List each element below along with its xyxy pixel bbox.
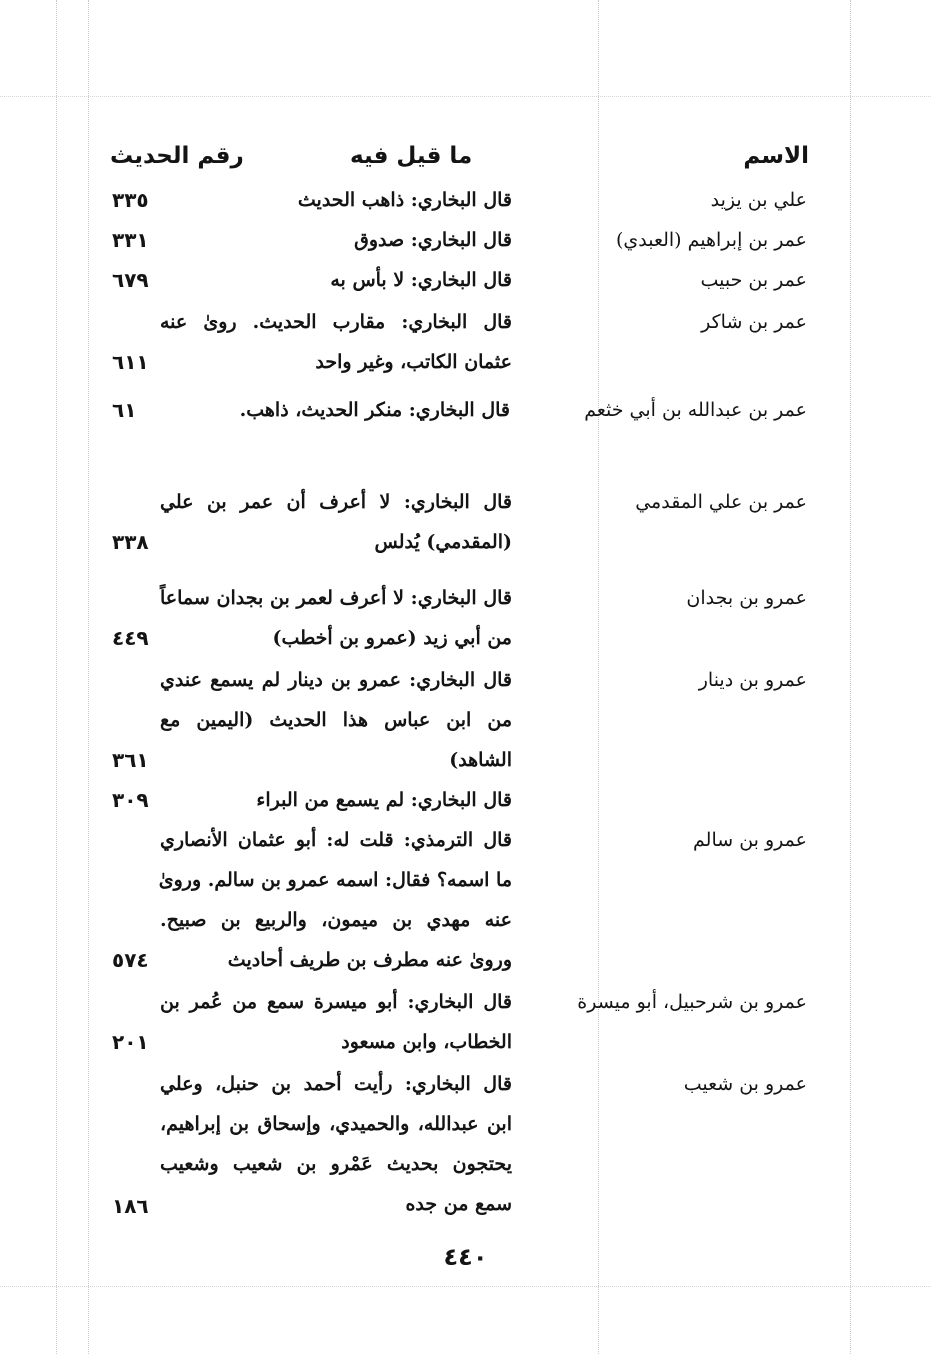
assessment-line: الشاهد) bbox=[449, 749, 512, 771]
assessment-line: قال البخاري: أبو ميسرة سمع من عُمر بن bbox=[160, 991, 512, 1013]
hadith-number: ٦١١ bbox=[112, 350, 149, 374]
assessment-line: قال البخاري: عمرو بن دينار لم يسمع عندي bbox=[160, 669, 512, 691]
hadith-number: ٤٤٩ bbox=[112, 626, 149, 650]
guide-line bbox=[850, 0, 851, 1354]
narrator-name: عمرو بن سالم bbox=[693, 829, 807, 851]
assessment-line: قال البخاري: منكر الحديث، ذاهب. bbox=[239, 399, 510, 421]
assessment-line: قال الترمذي: قلت له: أبو عثمان الأنصاري bbox=[160, 829, 512, 851]
assessment-line: ابن عبدالله، والحميدي، وإسحاق بن إبراهيم، bbox=[160, 1113, 512, 1135]
narrator-assessment bbox=[160, 302, 512, 382]
narrator-name: عمرو بن شرحبيل، أبو ميسرة bbox=[577, 991, 807, 1013]
narrator-name: عمر بن إبراهيم (العبدي) bbox=[615, 229, 807, 251]
narrator-name: عمرو بن شعيب bbox=[683, 1073, 807, 1095]
assessment-line: قال البخاري: لا أعرف لعمر بن بجدان سماعاً bbox=[160, 587, 512, 609]
hadith-number: ٣٣١ bbox=[112, 228, 149, 252]
assessment-line: من أبي زيد (عمرو بن أخطب) bbox=[272, 627, 512, 649]
narrator-assessment bbox=[160, 482, 512, 562]
assessment-line: ما اسمه؟ فقال: اسمه عمرو بن سالم. وروىٰ bbox=[158, 869, 512, 891]
guide-line bbox=[88, 0, 89, 1354]
narrator-name: عمر بن شاكر bbox=[701, 311, 807, 333]
narrator-assessment bbox=[160, 660, 512, 780]
guide-line bbox=[0, 1286, 931, 1287]
narrator-assessment bbox=[160, 982, 512, 1062]
hadith-number: ٦١ bbox=[112, 398, 137, 422]
hadith-number: ٣٦١ bbox=[112, 748, 149, 772]
assessment-line: قال البخاري: لا أعرف أن عمر بن علي bbox=[160, 491, 512, 513]
assessment-line: قال البخاري: لا بأس به bbox=[330, 269, 512, 291]
assessment-line: سمع من جده bbox=[405, 1193, 512, 1215]
assessment-line: (المقدمي) يُدلس bbox=[374, 531, 512, 553]
narrator-assessment bbox=[160, 260, 512, 300]
assessment-line: قال البخاري: صدوق bbox=[354, 229, 512, 251]
hadith-number: ٣٠٩ bbox=[112, 788, 149, 812]
guide-line bbox=[56, 0, 57, 1354]
narrator-name: عمر بن حبيب bbox=[700, 269, 807, 291]
assessment-line: قال البخاري: لم يسمع من البراء bbox=[256, 789, 512, 811]
hadith-number: ٦٧٩ bbox=[112, 268, 149, 292]
narrator-name: عمر بن عبدالله بن أبي خثعم bbox=[584, 399, 807, 421]
narrator-assessment bbox=[160, 220, 512, 260]
column-header-number: رقم الحديث bbox=[110, 143, 244, 169]
column-header-name: الاسم bbox=[743, 143, 809, 169]
assessment-line: يحتجون بحديث عَمْرو بن شعيب وشعيب bbox=[160, 1153, 512, 1175]
column-header-said: ما قيل فيه bbox=[350, 143, 473, 169]
hadith-number: ٣٣٥ bbox=[112, 188, 149, 212]
narrator-name: علي بن يزيد bbox=[710, 189, 807, 211]
hadith-number: ٣٣٨ bbox=[112, 530, 149, 554]
hadith-number: ٢٠١ bbox=[112, 1030, 149, 1054]
narrator-name: عمرو بن دينار bbox=[698, 669, 807, 691]
narrator-assessment bbox=[160, 578, 512, 658]
narrator-assessment bbox=[160, 1064, 512, 1224]
narrator-assessment bbox=[185, 390, 510, 430]
narrator-assessment bbox=[160, 180, 512, 220]
narrator-name: عمر بن علي المقدمي bbox=[635, 491, 807, 513]
assessment-line: عنه مهدي بن ميمون، والربيع بن صبيح. bbox=[160, 909, 512, 931]
narrator-assessment bbox=[160, 820, 512, 980]
guide-line bbox=[0, 96, 931, 97]
assessment-line: الخطاب، وابن مسعود bbox=[341, 1031, 512, 1053]
assessment-line: وروىٰ عنه مطرف بن طريف أحاديث bbox=[227, 949, 512, 971]
assessment-line: قال البخاري: مقارب الحديث. روىٰ عنه bbox=[160, 311, 512, 333]
assessment-line: من ابن عباس هذا الحديث (اليمين مع bbox=[160, 709, 512, 731]
narrator-assessment bbox=[160, 780, 512, 820]
assessment-line: قال البخاري: ذاهب الحديث bbox=[297, 189, 512, 211]
hadith-number: ١٨٦ bbox=[112, 1194, 149, 1218]
narrator-name: عمرو بن بجدان bbox=[686, 587, 807, 609]
page-number: ٤٤٠ bbox=[443, 1243, 488, 1271]
hadith-number: ٥٧٤ bbox=[112, 948, 149, 972]
assessment-line: قال البخاري: رأيت أحمد بن حنبل، وعلي bbox=[160, 1073, 512, 1095]
assessment-line: عثمان الكاتب، وغير واحد bbox=[315, 351, 512, 373]
